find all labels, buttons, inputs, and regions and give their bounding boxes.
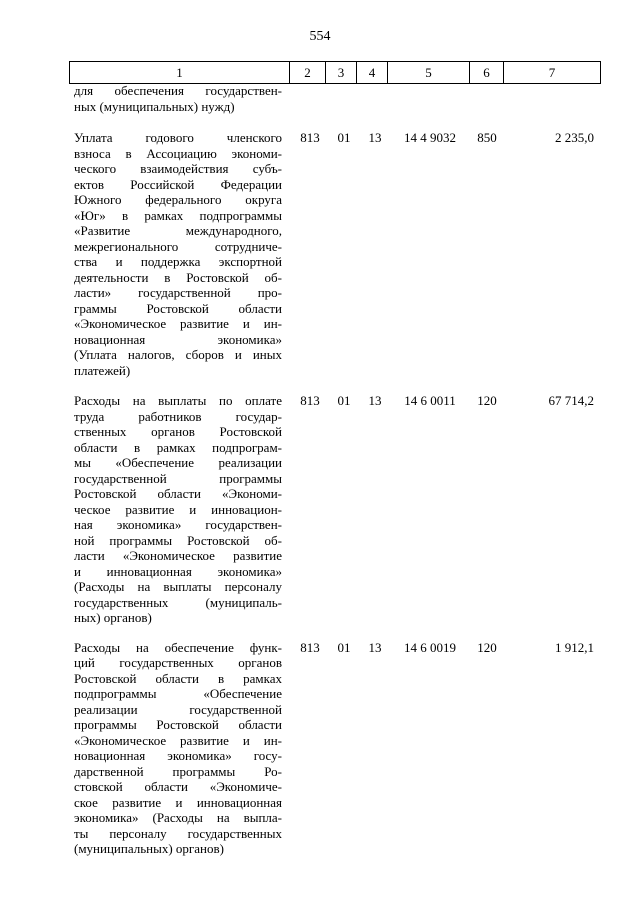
description-line: для обеспечения государствен- xyxy=(74,83,282,98)
cell-subsection: 13 xyxy=(368,639,382,655)
description-line: подпрограммы «Обеспечение xyxy=(74,686,282,701)
description-line: деятельности в Ростовской об- xyxy=(74,269,282,285)
row-description xyxy=(74,640,282,857)
column-header-1: 1 xyxy=(70,62,290,84)
column-header-4: 4 xyxy=(357,62,388,84)
table-row xyxy=(0,83,640,114)
description-line: платежей) xyxy=(74,362,131,378)
description-line: «Экономическое развитие и ин- xyxy=(74,732,282,748)
description-line: программы Ростовской области xyxy=(74,717,282,732)
cell-amount: 2 235,0 xyxy=(555,130,594,145)
description-line: Ростовской области «Экономи- xyxy=(74,486,282,501)
description-line: Южного федерального округа xyxy=(74,192,282,207)
cell-code-813: 813 xyxy=(300,130,320,145)
description-line: (Уплата налогов, сборов и иных xyxy=(74,347,282,362)
column-header-2: 2 xyxy=(290,62,326,84)
description-line: ных) органов) xyxy=(74,610,152,625)
description-line: ций государственных органов xyxy=(74,655,282,670)
cell-subsection: 13 xyxy=(368,393,382,408)
column-header-7: 7 xyxy=(504,62,601,84)
description-line: «Юг» в рамках подпрограммы xyxy=(74,207,282,223)
description-line: ственных органов Ростовской xyxy=(74,424,282,439)
cell-target-article: 14 6 0019 xyxy=(404,639,456,655)
description-line: стовской области «Экономиче- xyxy=(74,779,282,794)
description-line: новационная экономика» xyxy=(74,331,282,347)
column-header-table xyxy=(69,61,601,84)
description-line: области в рамках подпрограм- xyxy=(74,439,282,455)
description-line: ных (муниципальных) нужд) xyxy=(74,98,235,114)
description-line: межрегионального сотрудниче- xyxy=(74,238,282,254)
description-line: государственной программы xyxy=(74,470,282,486)
column-header-5: 5 xyxy=(388,62,470,84)
cell-section: 01 xyxy=(337,130,351,145)
cell-expense-type: 120 xyxy=(477,639,497,655)
table-row xyxy=(0,130,640,378)
cell-target-article: 14 6 0011 xyxy=(404,393,456,408)
description-line: реализации государственной xyxy=(74,701,282,717)
column-header-6: 6 xyxy=(470,62,504,84)
description-line: ческое развитие и инновацион- xyxy=(74,501,282,517)
cell-expense-type: 120 xyxy=(477,393,497,408)
description-line: ная экономика» государствен- xyxy=(74,517,282,532)
description-line: Уплата годового членского xyxy=(74,130,282,145)
description-line: дарственной программы Ро- xyxy=(74,763,282,779)
table-row xyxy=(0,640,640,857)
description-line: взноса в Ассоциацию экономи- xyxy=(74,145,282,161)
cell-subsection: 13 xyxy=(368,130,382,145)
description-line: и инновационная экономика» xyxy=(74,563,282,579)
description-line: ты персоналу государственных xyxy=(74,825,282,841)
cell-section: 01 xyxy=(337,639,351,655)
page-number: 554 xyxy=(309,29,331,44)
row-description xyxy=(74,393,282,626)
column-header-row xyxy=(70,62,601,84)
description-line: ласти» государственной про- xyxy=(74,285,282,300)
cell-target-article: 14 4 9032 xyxy=(404,130,456,145)
description-line: труда работников государ- xyxy=(74,408,282,424)
description-line: Расходы на обеспечение функ- xyxy=(74,639,282,655)
table-body xyxy=(0,83,640,857)
description-line: ной программы Ростовской об- xyxy=(74,532,282,548)
description-line: ектов Российской Федерации xyxy=(74,176,282,192)
cell-amount: 67 714,2 xyxy=(548,393,594,408)
cell-expense-type: 850 xyxy=(477,130,497,145)
description-line: экономика» (Расходы на выпла- xyxy=(74,810,282,825)
row-description xyxy=(74,130,282,378)
description-line: ское развитие и инновационная xyxy=(74,794,282,810)
description-line: мы «Обеспечение реализации xyxy=(74,455,282,470)
description-line: ческого взаимодействия субъ- xyxy=(74,161,282,176)
description-line: новационная экономика» госу- xyxy=(74,748,282,763)
cell-code-813: 813 xyxy=(300,393,320,408)
column-header-3: 3 xyxy=(326,62,357,84)
description-line: Ростовской области в рамках xyxy=(74,670,282,686)
description-line: Расходы на выплаты по оплате xyxy=(74,393,282,408)
cell-amount: 1 912,1 xyxy=(555,639,594,655)
description-line: (муниципальных) органов) xyxy=(74,841,224,856)
description-line: ласти «Экономическое развитие xyxy=(74,548,282,563)
cell-code-813: 813 xyxy=(300,639,320,655)
description-line: (Расходы на выплаты персоналу xyxy=(74,579,282,594)
description-line: «Экономическое развитие и ин- xyxy=(74,316,282,331)
description-line: граммы Ростовской области xyxy=(74,300,282,316)
description-line: ства и поддержка экспортной xyxy=(74,254,282,269)
table-row xyxy=(0,393,640,626)
row-description xyxy=(74,83,282,114)
description-line: государственных (муниципаль- xyxy=(74,594,282,610)
description-line: «Развитие международного, xyxy=(74,223,282,238)
cell-section: 01 xyxy=(337,393,351,408)
